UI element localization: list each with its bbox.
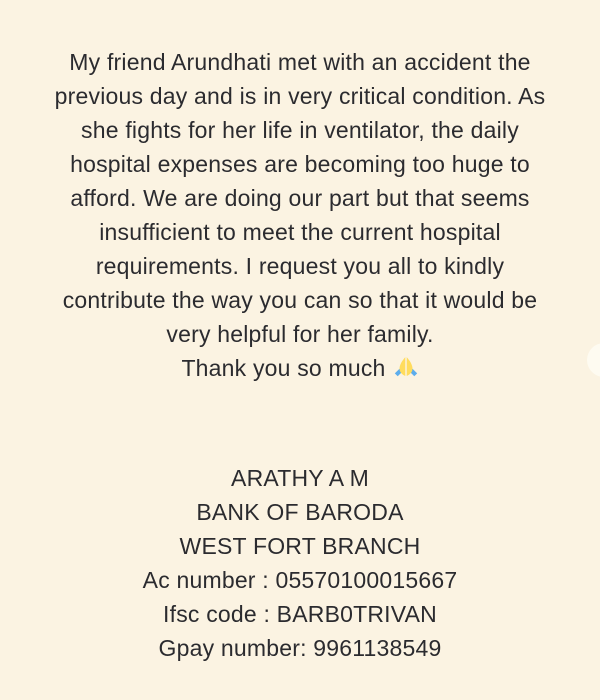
message-line: contribute the way you can so that it would be [62, 287, 538, 313]
folded-hands-icon [393, 355, 419, 390]
ifsc-value: BARB0TRIVAN [276, 601, 437, 627]
branch-name: WEST FORT BRANCH [179, 533, 421, 559]
message-line: afford. We are doing our part but that seems [70, 185, 530, 211]
message-line: My friend Arundhati met with an accident the [69, 49, 531, 75]
message-line: requirements. I request you all to kindly [95, 253, 505, 279]
ifsc-label: Ifsc code : [163, 601, 271, 627]
account-holder-name: ARATHY A M [231, 465, 369, 491]
message-line: very helpful for her family. [166, 321, 434, 347]
gpay-number-line [0, 631, 600, 665]
account-number-line [0, 563, 600, 597]
ifsc-code-line [0, 597, 600, 631]
message-line: she fights for her life in ventilator, the daily [81, 117, 519, 143]
account-number-label: Ac number : [142, 567, 269, 593]
thanks-line [0, 351, 600, 390]
account-number-value: 05570100015667 [275, 567, 458, 593]
gpay-label: Gpay number: [158, 635, 307, 661]
message-line: previous day and is in very critical condition. As [54, 83, 546, 109]
message-line: hospital expenses are becoming too huge to [70, 151, 530, 177]
gpay-value: 9961138549 [313, 635, 442, 661]
thanks-text: Thank you so much [181, 355, 386, 381]
bank-details [0, 461, 600, 665]
message-line: insufficient to meet the current hospital [99, 219, 501, 245]
bank-name: BANK OF BARODA [196, 499, 404, 525]
